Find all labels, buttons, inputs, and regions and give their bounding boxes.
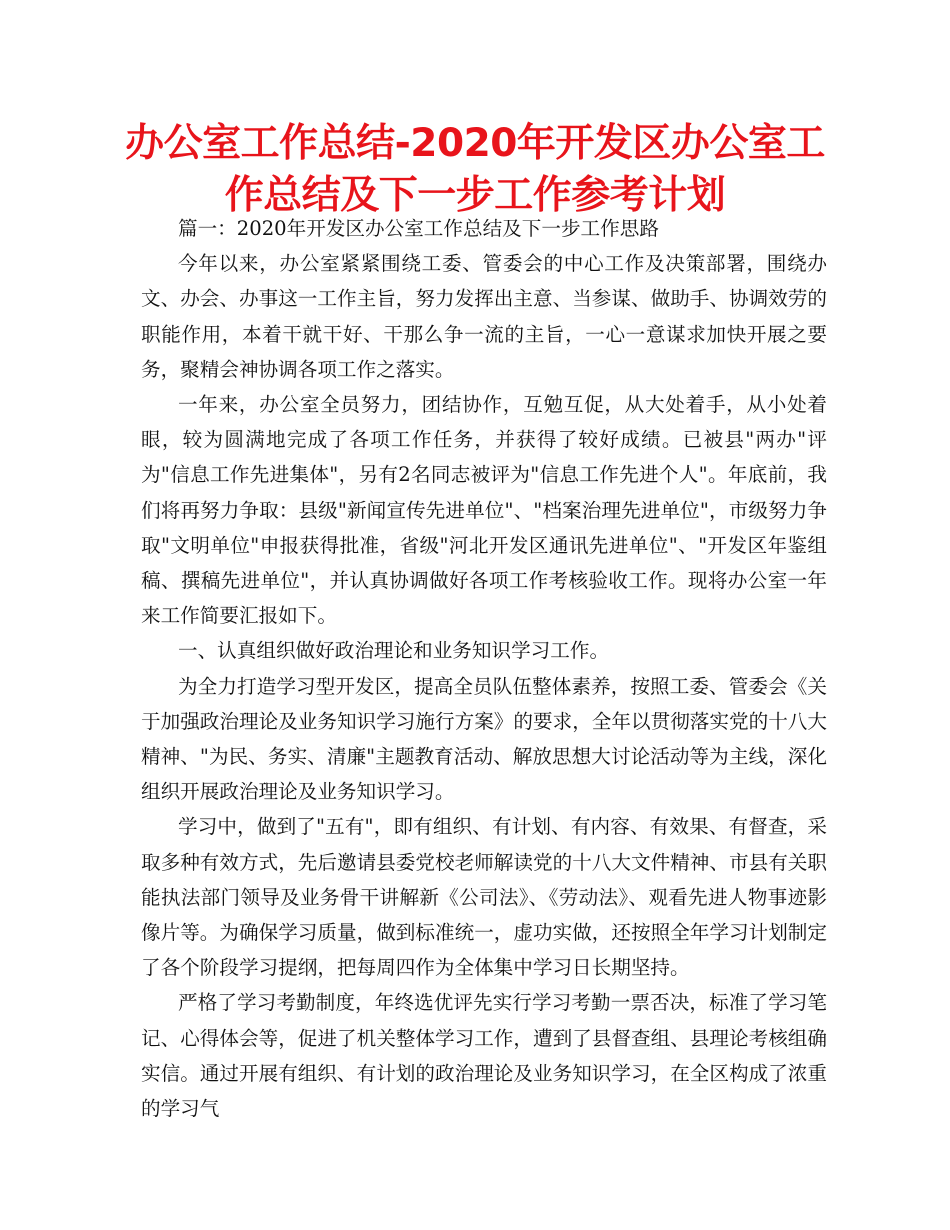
paragraph: 一年来，办公室全员努力，团结协作，互勉互促，从大处着手，从小处着眼，较为圆满地完成了各项工作任务，并获得了较好成绩。已被县"两办"评为"信息工作先进集体"，另有2名同志被评为"信息工作先进个人"。年底前，我们将再努力争取：县级"新闻宣传先进单位"、"档案治理先进单位"，市级努力争取"文明单位"申报获得批准，省级"河北开发区通讯先进单位"、"开发区年鉴组稿、撰稿先进单位"，并认真协调做好各项工作考核验收工作。现将办公室一年来工作简要汇报如下。	[141, 393, 827, 628]
paragraph: 严格了学习考勤制度，年终选优评先实行学习考勤一票否决，标准了学习笔记、心得体会等，促进了机关整体学习工作，遭到了县督查组、县理论考核组确实信。通过开展有组织、有计划的政治理论及业务知识学习，在全区构成了浓重的学习气	[141, 991, 827, 1121]
paragraph: 今年以来，办公室紧紧围绕工委、管委会的中心工作及决策部署，围绕办文、办会、办事这一工作主旨，努力发挥出主意、当参谋、做助手、协调效劳的职能作用，本着干就干好、干那么争一流的主旨，一心一意谋求加快开展之要务，聚精会神协调各项工作之落实。	[141, 252, 827, 381]
section-heading: 篇一：2020年开发区办公室工作总结及下一步工作思路	[178, 217, 659, 240]
paragraph: 学习中，做到了"五有"，即有组织、有计划、有内容、有效果、有督查，采取多种有效方式，先后邀请县委党校老师解读党的十八大文件精神、市县有关职能执法部门领导及业务骨干讲解新《公司法》、《劳动法》、观看先进人物事迹影像片等。为确保学习质量，做到标准统一，虚功实做，还按照全年学习计划制定了各个阶段学习提纲，把每周四作为全体集中学习日长期坚持。	[141, 815, 827, 980]
subsection-heading: 一、认真组织做好政治理论和业务知识学习工作。	[178, 639, 610, 663]
document-body	[141, 211, 827, 1126]
document-title: 办公室工作总结-2020年开发区办公室工作总结及下一步工作参考计划	[125, 121, 825, 218]
paragraph: 为全力打造学习型开发区，提高全员队伍整体素养，按照工委、管委会《关于加强政治理论及业务知识学习施行方案》的要求，全年以贯彻落实党的十八大精神、"为民、务实、清廉"主题教育活动、解放思想大讨论活动等为主线，深化组织开展政治理论及业务知识学习。	[141, 674, 827, 804]
